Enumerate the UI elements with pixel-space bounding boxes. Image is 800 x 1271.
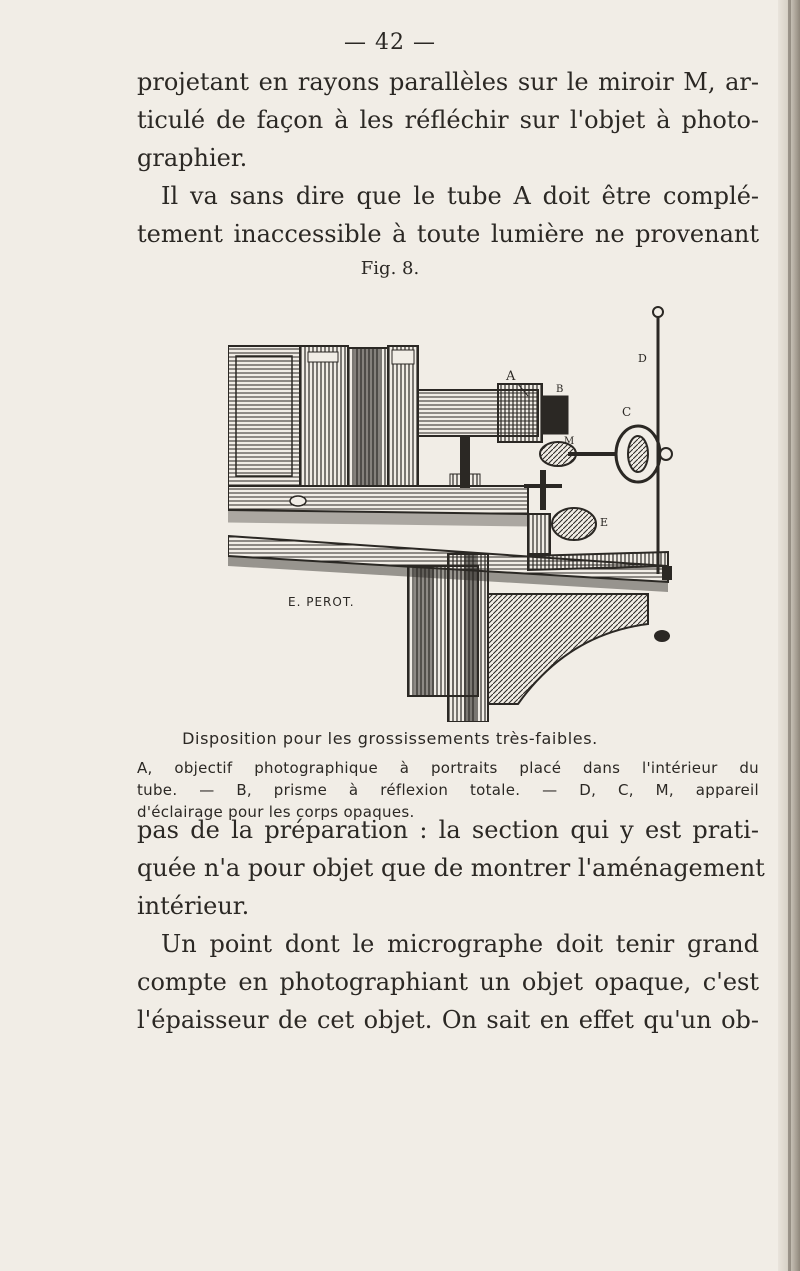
caption-line: tube. — B, prisme à réflexion totale. — D, C, M, appareil xyxy=(137,781,759,799)
text-line: quée n'a pour objet que de montrer l'aménagement xyxy=(137,854,765,882)
camera-frame xyxy=(300,346,348,486)
label-b: B xyxy=(556,384,564,395)
text-line: ticulé de façon à les réfléchir sur l'objet à photo- xyxy=(137,106,759,134)
text-line: Un point dont le micrographe doit tenir grand xyxy=(161,930,759,958)
page-number: — 42 — xyxy=(344,30,436,55)
label-d: D xyxy=(638,352,647,365)
caption-line: d'éclairage pour les corps opaques. xyxy=(137,803,415,821)
text-line: projetant en rayons parallèles sur le miroir M, ar- xyxy=(137,68,759,96)
figure-illustration xyxy=(228,304,690,722)
label-m: M xyxy=(564,436,575,447)
table-bracket xyxy=(488,594,648,704)
fine-adjust-knob xyxy=(654,630,670,642)
label-a: A xyxy=(506,369,516,384)
microscope-pillar xyxy=(528,514,550,554)
microscope-camera-engraving xyxy=(228,304,690,722)
engraver-signature: E. PEROT. xyxy=(288,595,355,609)
text-line: pas de la préparation : la section qui y est prati- xyxy=(137,816,759,844)
text-line: graphier. xyxy=(137,144,248,172)
text-line: Il va sans dire que le tube A doit être complé- xyxy=(161,182,759,210)
text-line: l'épaisseur de cet objet. On sait en effet qu'un ob- xyxy=(137,1006,759,1034)
label-c: C xyxy=(622,405,632,419)
prism-b xyxy=(542,396,568,434)
figure-label: Fig. 8. xyxy=(360,258,420,279)
text-line: compte en photographiant un objet opaque, c'est xyxy=(137,968,759,996)
objective-barrel xyxy=(498,384,542,442)
caption-line: A, objectif photographique à portraits placé dans l'intérieur du xyxy=(137,759,759,777)
page-edge-line xyxy=(788,0,791,1271)
paragraph-top xyxy=(137,63,759,253)
paragraph-bottom xyxy=(137,811,765,1039)
text-line: intérieur. xyxy=(137,892,250,920)
camera-back-panel xyxy=(228,346,300,486)
text-line: tement inaccessible à toute lumière ne provenant xyxy=(137,220,759,248)
objective-e xyxy=(552,508,596,540)
figure-caption-title: Disposition pour les grossissements très-faibles. xyxy=(182,729,598,748)
camera-front-standard xyxy=(388,346,418,486)
label-e: E xyxy=(600,516,609,529)
camera-baseboard xyxy=(228,486,528,514)
